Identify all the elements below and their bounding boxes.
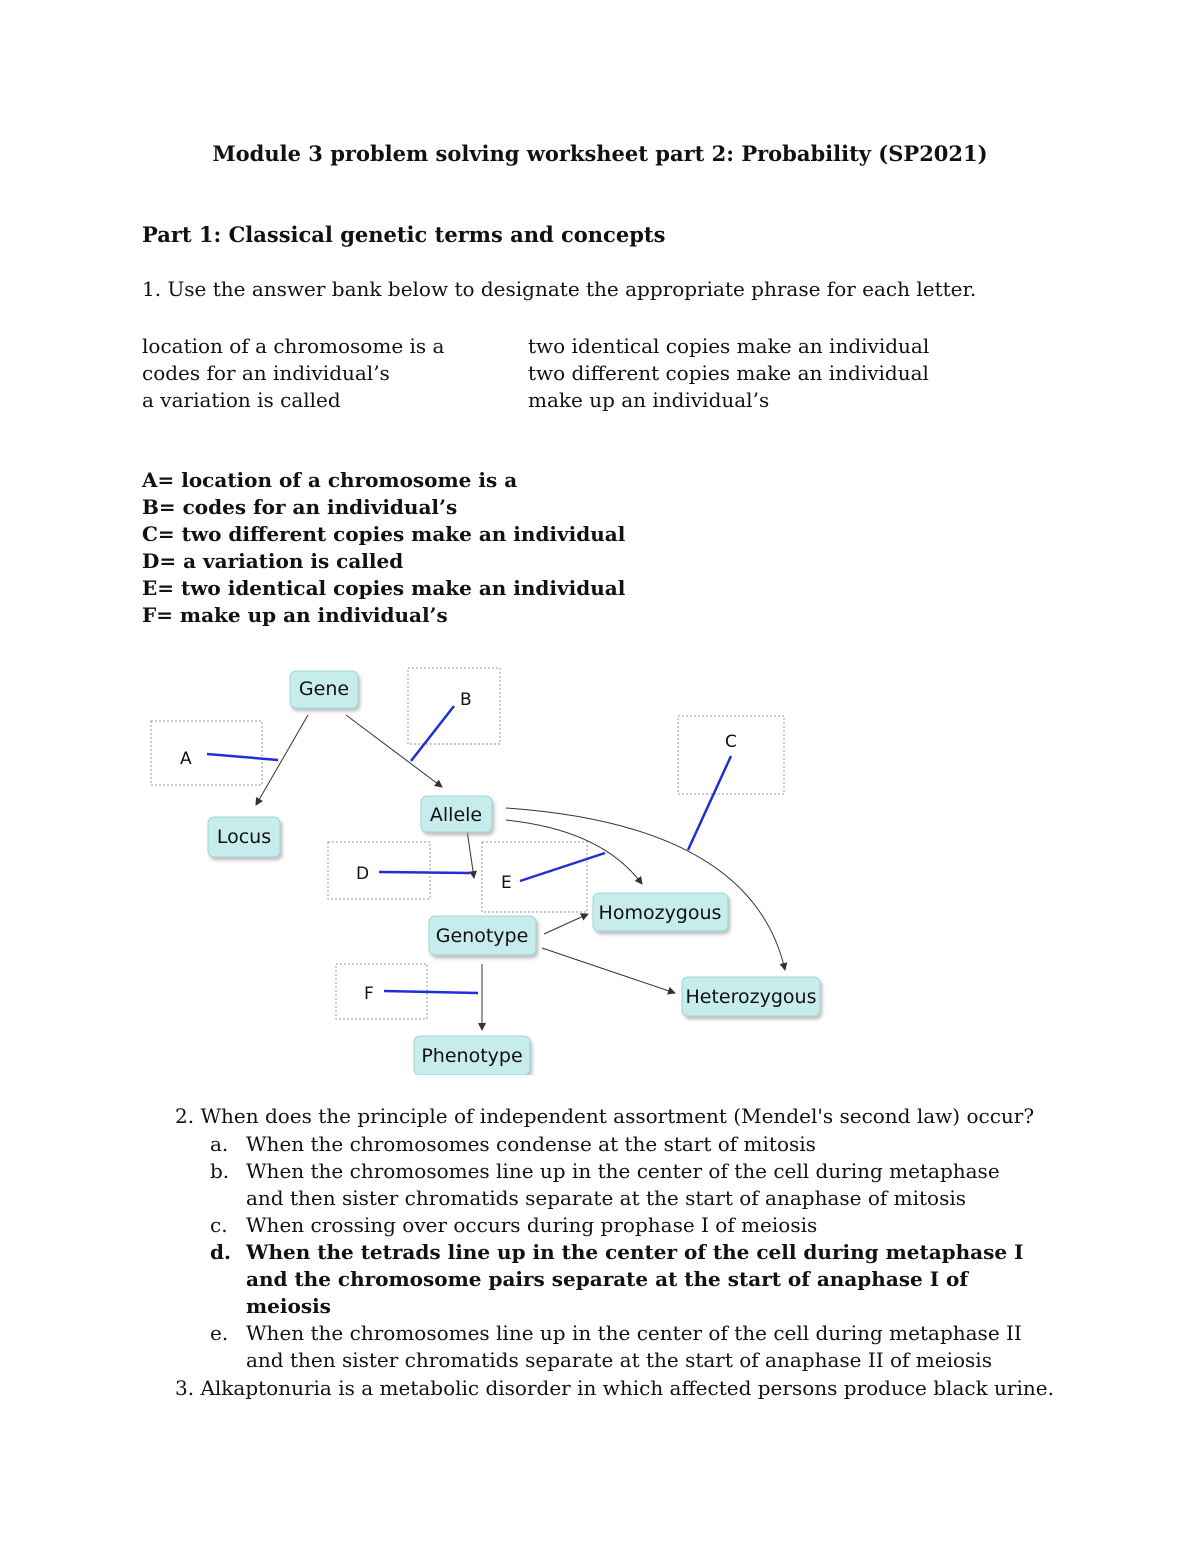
option-letter: a. (210, 1132, 229, 1156)
blank-label-e: E (501, 873, 512, 893)
question-2-options (210, 1131, 1026, 1374)
node-phenotype (414, 1036, 530, 1075)
node-gene-label: Gene (298, 678, 350, 700)
question-1: 1. Use the answer bank below to designate the appropriate phrase for each letter. (142, 277, 977, 301)
option-text: When the chromosomes line up in the center of the cell during metaphase and then sister chromatids separate at the start of anaphase of mitosis (246, 1159, 1000, 1210)
answer-d: D= a variation is called (142, 549, 404, 573)
connector-d (379, 872, 470, 873)
option-a (210, 1131, 1026, 1158)
node-genotype-label: Genotype (435, 925, 529, 947)
blank-label-b: B (460, 690, 472, 710)
connector-a (207, 754, 278, 760)
part1-heading: Part 1: Classical genetic terms and concepts (142, 222, 666, 247)
node-allele-label: Allele (429, 804, 483, 826)
bank-item: two different copies make an individual (528, 361, 929, 385)
blank-box-a (151, 721, 262, 785)
arrow-genotype-homozygous (544, 914, 588, 934)
node-gene (290, 671, 358, 708)
option-text: When the tetrads line up in the center of the cell during metaphase I and the chromosome pairs separate at the start of anaphase I of meiosis (246, 1240, 1024, 1318)
option-text: When the chromosomes line up in the center of the cell during metaphase II and then sister chromatids separate at the start of anaphase II of meiosis (246, 1321, 1022, 1372)
answer-bank-left (142, 333, 444, 414)
option-c (210, 1212, 1026, 1239)
option-letter: d. (210, 1240, 231, 1264)
option-text: When the chromosomes condense at the start of mitosis (246, 1132, 816, 1156)
bank-item: codes for an individual’s (142, 361, 390, 385)
answer-e: E= two identical copies make an individual (142, 576, 626, 600)
blank-box-d (328, 842, 430, 899)
question-2: 2. When does the principle of independent assortment (Mendel's second law) occur? (175, 1104, 1035, 1128)
bank-item: location of a chromosome is a (142, 334, 445, 358)
bank-item: two identical copies make an individual (528, 334, 930, 358)
node-heterozygous-label: Heterozygous (685, 986, 817, 1008)
connector-b (411, 706, 454, 761)
connector-c (688, 756, 731, 850)
node-locus (208, 817, 280, 857)
blank-label-d: D (356, 864, 370, 884)
genetics-concept-map (142, 660, 828, 1075)
node-phenotype-label: Phenotype (421, 1045, 523, 1067)
node-homozygous (593, 893, 728, 931)
bank-item: a variation is called (142, 388, 341, 412)
concept-map-svg (142, 660, 828, 1075)
node-heterozygous (682, 977, 820, 1016)
answer-b: B= codes for an individual’s (142, 495, 458, 519)
blank-label-f: F (364, 984, 374, 1004)
blank-box-c (678, 716, 784, 794)
connector-f (384, 991, 478, 993)
bank-item: make up an individual’s (528, 388, 770, 412)
answer-list (142, 467, 625, 629)
arrow-gene-allele (346, 715, 442, 787)
node-homozygous-label: Homozygous (598, 902, 722, 924)
answer-a: A= location of a chromosome is a (142, 468, 518, 492)
arrow-allele-homozygous (506, 820, 642, 884)
connector-e (520, 853, 605, 881)
node-locus-label: Locus (216, 826, 272, 848)
question-3: 3. Alkaptonuria is a metabolic disorder in which affected persons produce black urine. (175, 1376, 1054, 1400)
option-letter: e. (210, 1321, 229, 1345)
blank-label-c: C (725, 732, 737, 752)
answer-bank-right (528, 333, 929, 414)
option-letter: c. (210, 1213, 228, 1237)
arrow-allele-genotype (467, 830, 474, 878)
arrow-allele-heterozygous (506, 808, 785, 970)
answer-c: C= two different copies make an individual (142, 522, 626, 546)
option-d-selected (210, 1239, 1026, 1320)
answer-f: F= make up an individual’s (142, 603, 448, 627)
node-genotype (429, 916, 536, 955)
node-allele (421, 796, 492, 832)
option-letter: b. (210, 1159, 230, 1183)
option-text: When crossing over occurs during prophase I of meiosis (246, 1213, 818, 1237)
blank-label-a: A (180, 749, 192, 769)
option-b (210, 1158, 1026, 1212)
arrow-genotype-heterozygous (542, 948, 675, 993)
worksheet-title: Module 3 problem solving worksheet part 2: Probability (SP2021) (212, 141, 988, 166)
option-e (210, 1320, 1026, 1374)
